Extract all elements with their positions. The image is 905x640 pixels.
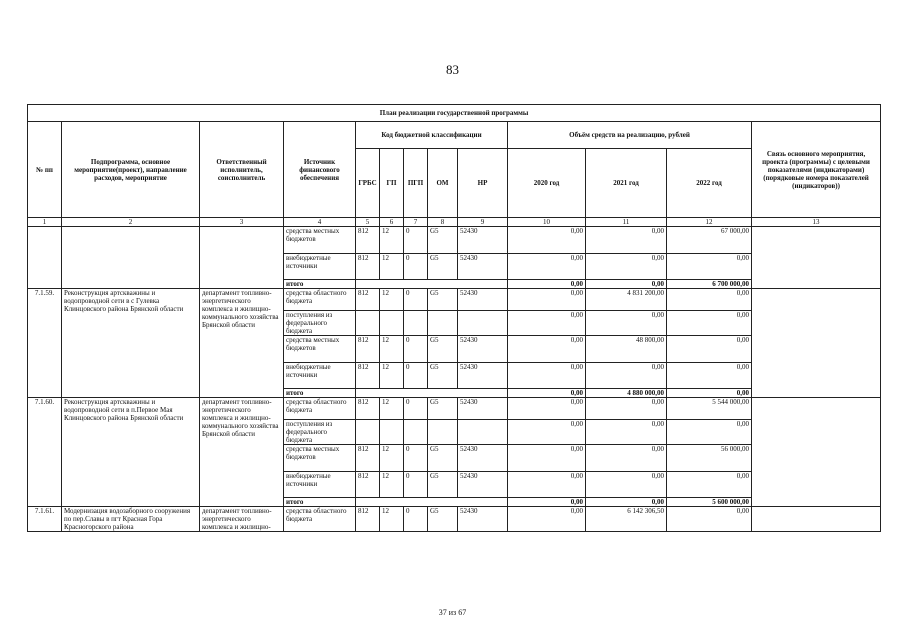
header-num: № пп xyxy=(28,122,62,218)
source-cell: поступления из федерального бюджета xyxy=(284,311,356,336)
column-number: 6 xyxy=(380,218,404,227)
om-cell: G5 xyxy=(428,507,458,532)
pgp-cell: 0 xyxy=(404,336,428,363)
table-row xyxy=(28,289,881,311)
column-number: 8 xyxy=(428,218,458,227)
total-2020: 0,00 xyxy=(508,389,586,398)
value-2021: 0,00 xyxy=(586,227,667,254)
pgp-cell xyxy=(404,311,428,336)
source-cell: средства местных бюджетов xyxy=(284,336,356,363)
executor-cell: департамент топливно-энергетического комплекса и жилищно-коммунального хозяйства Брянской области xyxy=(200,289,284,398)
header-link: Связь основного мероприятия, проекта (программы) с целевыми показателями (индикаторами) (порядковые номера показателей (индикаторов)) xyxy=(752,122,881,218)
value-2022: 0,00 xyxy=(667,311,752,336)
executor-cell: департамент топливно-энергетического комплекса и жилищно- xyxy=(200,507,284,532)
value-2020: 0,00 xyxy=(508,398,586,420)
source-cell: поступления из федерального бюджета xyxy=(284,420,356,445)
value-2020: 0,00 xyxy=(508,254,586,280)
column-number: 12 xyxy=(667,218,752,227)
gp-cell: 12 xyxy=(380,363,404,389)
total-2022: 6 700 000,00 xyxy=(667,280,752,289)
total-2021: 0,00 xyxy=(586,498,667,507)
value-2020: 0,00 xyxy=(508,472,586,498)
executor-cell: департамент топливно-энергетического комплекса и жилищно-коммунального хозяйства Брянской области xyxy=(200,398,284,507)
program-cell xyxy=(62,227,200,289)
total-label: итого xyxy=(284,389,356,398)
pgp-cell: 0 xyxy=(404,507,428,532)
link-cell xyxy=(752,507,881,532)
table-row xyxy=(28,398,881,420)
total-2022: 5 600 000,00 xyxy=(667,498,752,507)
table-row xyxy=(28,507,881,532)
source-cell: средства местных бюджетов xyxy=(284,227,356,254)
value-2020: 0,00 xyxy=(508,507,586,532)
total-code-blank xyxy=(356,498,508,507)
value-2021: 0,00 xyxy=(586,254,667,280)
value-2022: 56 000,00 xyxy=(667,445,752,472)
column-number: 5 xyxy=(356,218,380,227)
np-cell: 52430 xyxy=(458,398,508,420)
om-cell: G5 xyxy=(428,472,458,498)
om-cell xyxy=(428,311,458,336)
pgp-cell: 0 xyxy=(404,289,428,311)
header-2020: 2020 год xyxy=(508,149,586,218)
value-2020: 0,00 xyxy=(508,445,586,472)
gp-cell: 12 xyxy=(380,254,404,280)
item-number: 7.1.59. xyxy=(28,289,62,398)
link-cell xyxy=(752,398,881,507)
np-cell: 52430 xyxy=(458,445,508,472)
pgp-cell: 0 xyxy=(404,254,428,280)
np-cell: 52430 xyxy=(458,336,508,363)
column-number-row xyxy=(28,218,881,227)
value-2021: 0,00 xyxy=(586,398,667,420)
link-cell xyxy=(752,227,881,289)
np-cell xyxy=(458,311,508,336)
value-2021: 4 831 200,00 xyxy=(586,289,667,311)
gp-cell xyxy=(380,311,404,336)
header-grbs: ГРБС xyxy=(356,149,380,218)
gp-cell xyxy=(380,420,404,445)
om-cell xyxy=(428,420,458,445)
total-code-blank xyxy=(356,280,508,289)
value-2022: 0,00 xyxy=(667,363,752,389)
header-pgp: ПГП xyxy=(404,149,428,218)
om-cell: G5 xyxy=(428,398,458,420)
value-2021: 0,00 xyxy=(586,472,667,498)
header-om: ОМ xyxy=(428,149,458,218)
pgp-cell: 0 xyxy=(404,445,428,472)
header-2021: 2021 год xyxy=(586,149,667,218)
table-row xyxy=(28,227,881,254)
value-2020: 0,00 xyxy=(508,311,586,336)
value-2021: 0,00 xyxy=(586,363,667,389)
om-cell: G5 xyxy=(428,445,458,472)
gp-cell: 12 xyxy=(380,336,404,363)
value-2022: 0,00 xyxy=(667,472,752,498)
value-2022: 0,00 xyxy=(667,420,752,445)
value-2020: 0,00 xyxy=(508,336,586,363)
header-source: Источник финансового обеспечения xyxy=(284,122,356,218)
pgp-cell xyxy=(404,420,428,445)
header-np: НР xyxy=(458,149,508,218)
pgp-cell: 0 xyxy=(404,227,428,254)
value-2020: 0,00 xyxy=(508,227,586,254)
om-cell: G5 xyxy=(428,289,458,311)
header-budget-code: Код бюджетной классификации xyxy=(356,122,508,149)
gp-cell: 12 xyxy=(380,507,404,532)
grbs-cell: 812 xyxy=(356,507,380,532)
source-cell: средства областного бюджета xyxy=(284,507,356,532)
column-number: 7 xyxy=(404,218,428,227)
header-gp: ГП xyxy=(380,149,404,218)
value-2022: 5 544 000,00 xyxy=(667,398,752,420)
executor-cell xyxy=(200,227,284,289)
total-2021: 0,00 xyxy=(586,280,667,289)
om-cell: G5 xyxy=(428,336,458,363)
page-number: 83 xyxy=(446,62,459,77)
source-cell: средства областного бюджета xyxy=(284,398,356,420)
header-program: Подпрограмма, основное мероприятие(проект), направление расходов, мероприятие xyxy=(62,122,200,218)
grbs-cell: 812 xyxy=(356,398,380,420)
gp-cell: 12 xyxy=(380,289,404,311)
grbs-cell: 812 xyxy=(356,445,380,472)
program-plan-table xyxy=(27,104,881,532)
total-label: итого xyxy=(284,280,356,289)
total-2020: 0,00 xyxy=(508,280,586,289)
source-cell: средства областного бюджета xyxy=(284,289,356,311)
value-2020: 0,00 xyxy=(508,289,586,311)
item-number: 7.1.60. xyxy=(28,398,62,507)
page-footer: 37 из 67 xyxy=(438,608,467,617)
source-cell: средства местных бюджетов xyxy=(284,445,356,472)
column-number: 4 xyxy=(284,218,356,227)
source-cell: внебюджетные источники xyxy=(284,363,356,389)
grbs-cell: 812 xyxy=(356,472,380,498)
np-cell: 52430 xyxy=(458,472,508,498)
np-cell: 52430 xyxy=(458,289,508,311)
om-cell: G5 xyxy=(428,363,458,389)
num-cell xyxy=(28,227,62,289)
np-cell: 52430 xyxy=(458,227,508,254)
total-code-blank xyxy=(356,389,508,398)
column-number: 1 xyxy=(28,218,62,227)
value-2020: 0,00 xyxy=(508,363,586,389)
total-2021: 4 880 000,00 xyxy=(586,389,667,398)
value-2021: 0,00 xyxy=(586,445,667,472)
header-volume: Объём средств на реализацию, рублей xyxy=(508,122,752,149)
header-executor: Ответственный исполнитель, соисполнитель xyxy=(200,122,284,218)
value-2022: 0,00 xyxy=(667,336,752,363)
total-2020: 0,00 xyxy=(508,498,586,507)
total-label: итого xyxy=(284,498,356,507)
value-2022: 0,00 xyxy=(667,507,752,532)
value-2021: 0,00 xyxy=(586,420,667,445)
np-cell: 52430 xyxy=(458,254,508,280)
grbs-cell: 812 xyxy=(356,254,380,280)
column-number: 10 xyxy=(508,218,586,227)
column-number: 9 xyxy=(458,218,508,227)
value-2022: 67 000,00 xyxy=(667,227,752,254)
table-title: План реализации государственной программы xyxy=(28,105,881,122)
om-cell: G5 xyxy=(428,254,458,280)
grbs-cell: 812 xyxy=(356,289,380,311)
program-cell: Реконструкция артскважины и водопроводной сети в п.Первое Мая Клинцовского района Брянской области xyxy=(62,398,200,507)
pgp-cell: 0 xyxy=(404,398,428,420)
value-2022: 0,00 xyxy=(667,254,752,280)
total-2022: 0,00 xyxy=(667,389,752,398)
column-number: 3 xyxy=(200,218,284,227)
column-number: 11 xyxy=(586,218,667,227)
gp-cell: 12 xyxy=(380,472,404,498)
value-2020: 0,00 xyxy=(508,420,586,445)
source-cell: внебюджетные источники xyxy=(284,472,356,498)
value-2022: 0,00 xyxy=(667,289,752,311)
gp-cell: 12 xyxy=(380,398,404,420)
source-cell: внебюджетные источники xyxy=(284,254,356,280)
np-cell: 52430 xyxy=(458,363,508,389)
program-cell: Модернизация водозаборного сооружения по пер.Славы в пгт Красная Гора Красногорского района xyxy=(62,507,200,532)
column-number: 13 xyxy=(752,218,881,227)
gp-cell: 12 xyxy=(380,227,404,254)
program-cell: Реконструкция артскважины и водопроводной сети в с Гулевка Клинцовского района Брянской области xyxy=(62,289,200,398)
column-number: 2 xyxy=(62,218,200,227)
header-2022: 2022 год xyxy=(667,149,752,218)
grbs-cell xyxy=(356,420,380,445)
value-2021: 0,00 xyxy=(586,311,667,336)
pgp-cell: 0 xyxy=(404,363,428,389)
grbs-cell xyxy=(356,311,380,336)
np-cell xyxy=(458,420,508,445)
grbs-cell: 812 xyxy=(356,336,380,363)
np-cell: 52430 xyxy=(458,507,508,532)
grbs-cell: 812 xyxy=(356,227,380,254)
item-number: 7.1.61. xyxy=(28,507,62,532)
value-2021: 6 142 306,50 xyxy=(586,507,667,532)
grbs-cell: 812 xyxy=(356,363,380,389)
om-cell: G5 xyxy=(428,227,458,254)
value-2021: 48 800,00 xyxy=(586,336,667,363)
gp-cell: 12 xyxy=(380,445,404,472)
link-cell xyxy=(752,289,881,398)
pgp-cell: 0 xyxy=(404,472,428,498)
